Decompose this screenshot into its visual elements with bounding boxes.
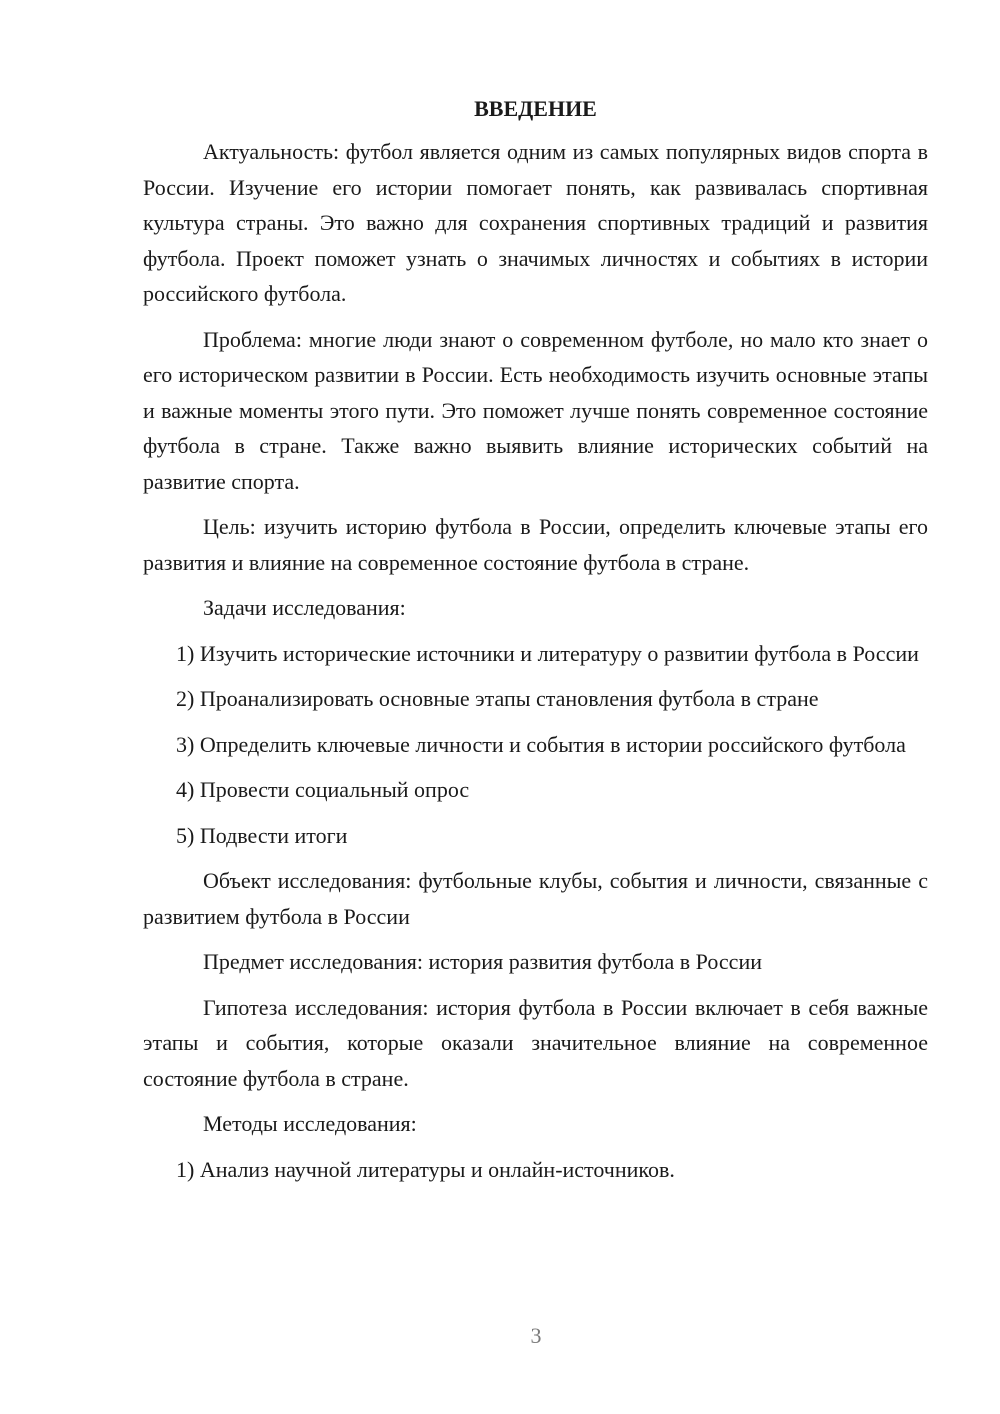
- page-number: 3: [530, 1323, 542, 1348]
- task-item-4: 4) Провести социальный опрос: [176, 777, 470, 802]
- section-title: ВВЕДЕНИЕ: [474, 96, 597, 121]
- method-item-1: 1) Анализ научной литературы и онлайн-источников.: [176, 1156, 675, 1182]
- subject-paragraph: Предмет исследования: история развития футбола в России: [203, 949, 762, 974]
- relevance-paragraph: Актуальность: футбол является одним из самых популярных видов спорта в России. Изучение его истории помогает понять, как развивалась спортивная культура страны. Это важно для сохранения спортивных традиций и развития футбола. Проект поможет узнать о значимых личностях и событиях в истории российского футбола.: [143, 139, 928, 306]
- goal-paragraph: Цель: изучить историю футбола в России, определить ключевые этапы его развития и влияние на современное состояние футбола в стране.: [143, 514, 928, 575]
- tasks-heading: Задачи исследования:: [203, 595, 406, 620]
- document-page: [143, 94, 928, 1197]
- object-paragraph: Объект исследования: футбольные клубы, события и личности, связанные с развитием футбола в России: [143, 868, 928, 929]
- task-item-3: 3) Определить ключевые личности и события в истории российского футбола: [176, 731, 906, 757]
- hypothesis-paragraph: Гипотеза исследования: история футбола в России включает в себя важные этапы и события, которые оказали значительное влияние на современное состояние футбола в стране.: [143, 994, 928, 1091]
- task-item-2: 2) Проанализировать основные этапы становления футбола в стране: [176, 686, 819, 711]
- methods-heading: Методы исследования:: [203, 1111, 417, 1136]
- problem-paragraph: Проблема: многие люди знают о современном футболе, но мало кто знает о его историческом развитии в России. Есть необходимость изучить основные этапы и важные моменты этого пути. Это поможет лучше понять современное состояние футбола в стране. Также важно выявить влияние исторических событий на развитие спорта.: [143, 326, 928, 494]
- task-item-5: 5) Подвести итоги: [176, 822, 348, 848]
- task-item-1: 1) Изучить исторические источники и литературу о развитии футбола в России: [176, 640, 919, 666]
